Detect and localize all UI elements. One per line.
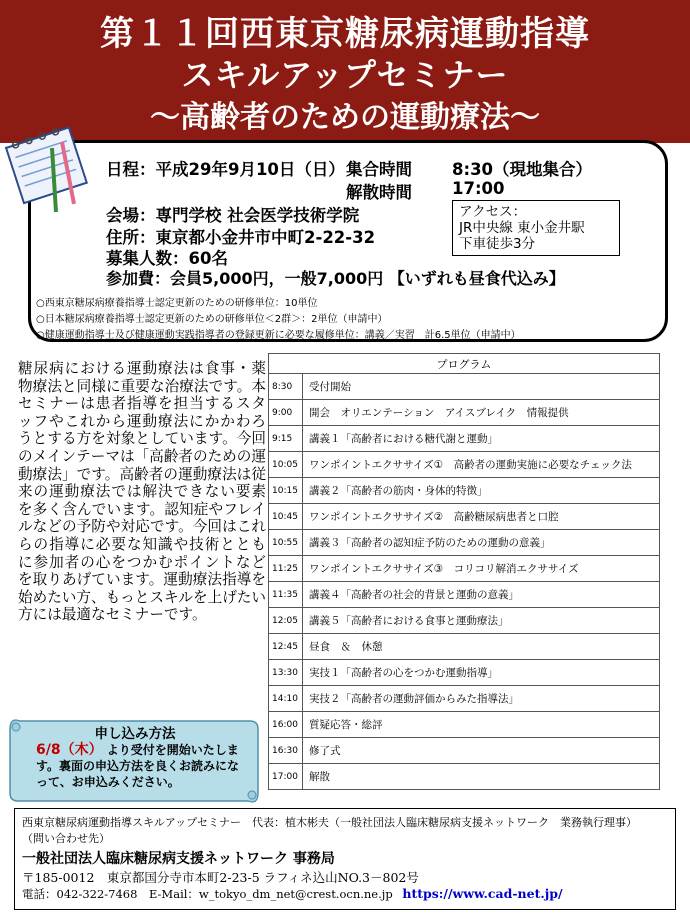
address: 住所：東京都小金井市中町2-22-32	[106, 228, 376, 247]
apply-text-block	[36, 742, 248, 790]
program-time: 10:05	[269, 452, 303, 478]
program-event: 講義５「高齢者における食事と運動療法」	[303, 608, 660, 634]
dismissal-time-label: 解散時間	[346, 183, 412, 202]
program-time: 14:10	[269, 686, 303, 712]
program-event: ワンポイントエクササイズ③ コリコリ解消エクササイズ	[303, 556, 660, 582]
program-row	[269, 608, 660, 634]
program-event: 昼食 ＆ 休憩	[303, 634, 660, 660]
program-event: 受付開始	[303, 374, 660, 400]
title-line-1: 第１１回西東京糖尿病運動指導	[100, 14, 590, 54]
title-line-3: ～高齢者のための運動療法～	[150, 100, 540, 135]
program-event: 講義４「高齢者の社会的背景と運動の意義」	[303, 582, 660, 608]
program-event: 修了式	[303, 738, 660, 764]
meeting-time-label: 集合時間	[346, 160, 412, 179]
program-event: 講義１「高齢者における糖代謝と運動」	[303, 426, 660, 452]
program-time: 10:55	[269, 530, 303, 556]
event-date: 日程：平成29年9月10日（日）	[106, 160, 345, 179]
credit-line: ○健康運動指導士及び健康運動実践指導者の登録更新に必要な履修単位：講義／実習 計6.5単位（申請中）	[36, 330, 521, 341]
access-box	[452, 200, 620, 256]
program-event: 実技１「高齢者の心をつかむ運動指導」	[303, 660, 660, 686]
program-time: 11:35	[269, 582, 303, 608]
footer-phone-email: 電話：042-322-7468 E-Mail：w_tokyo_dm_net@crest.ocn.ne.jp	[22, 887, 393, 901]
title-line-2: スキルアップセミナー	[181, 56, 509, 94]
program-event: 解散	[303, 764, 660, 790]
program-row	[269, 530, 660, 556]
program-event: 実技２「高齢者の運動評価からみた指導法」	[303, 686, 660, 712]
footer-representative: 西東京糖尿病運動指導スキルアップセミナー 代表：植木彬夫（一般社団法人臨床糖尿病支援ネットワーク 業務執行理事）	[22, 816, 638, 829]
program-row	[269, 426, 660, 452]
credit-line: ○西東京糖尿病療養指導士認定更新のための研修単位：10単位	[36, 298, 318, 309]
program-time: 11:25	[269, 556, 303, 582]
program-row	[269, 374, 660, 400]
footer-inquiry-label: （問い合わせ先）	[22, 832, 110, 845]
program-time: 12:45	[269, 634, 303, 660]
program-event: 開会 オリエンテーション アイスブレイク 情報提供	[303, 400, 660, 426]
program-row	[269, 504, 660, 530]
footer-contact	[22, 886, 563, 902]
access-line-2: 下車徒歩3分	[459, 236, 536, 252]
dismissal-time-value: 17:00	[452, 179, 505, 198]
program-event: ワンポイントエクササイズ① 高齢者の運動実施に必要なチェック法	[303, 452, 660, 478]
program-time: 17:00	[269, 764, 303, 790]
program-time: 16:00	[269, 712, 303, 738]
program-time: 10:45	[269, 504, 303, 530]
program-event: 講義２「高齢者の筋肉・身体的特徴」	[303, 478, 660, 504]
description-text: 糖尿病における運動療法は食事・薬物療法と同様に重要な治療法です。本セミナーは患者指導を担当するスタッフやこれから運動療法にかかわろうとする方を対象としています。今回のメインテーマは「高齢者のための運動療法」です。高齢者の運動療法は従来の運動療法では解決できない要素を多く含んでいます。認知症やフレイルなどの予防や対応です。今回はこれらの指導に必要な知識や技術とともに参加者の心をつかむポイントなどを取りあげています。運動療法指導を始めたい方、もっとスキルを上げたい方には最適なセミナーです。	[18, 360, 266, 624]
meeting-time-value: 8:30（現地集合）	[452, 160, 593, 179]
apply-title: 申し込み方法	[94, 726, 176, 742]
program-row	[269, 400, 660, 426]
participation-fee: 参加費：会員5,000円，一般7,000円 【いずれも昼食代込み】	[106, 269, 565, 288]
access-line-1: JR中央線 東小金井駅	[459, 220, 585, 236]
program-time: 9:00	[269, 400, 303, 426]
program-row	[269, 712, 660, 738]
apply-start-date: 6/8（木）	[36, 742, 103, 758]
program-event: 講義３「高齢者の認知症予防のための運動の意義」	[303, 530, 660, 556]
footer-address: 〒185-0012 東京都国分寺市本町2-23-5 ラフィネ込山NO.3－802号	[22, 870, 419, 885]
credit-line: ○日本糖尿病療養指導士認定更新のための研修単位＜2群＞：2単位（申請中）	[36, 314, 388, 325]
venue: 会場：専門学校 社会医学技術学院	[106, 206, 360, 225]
program-row	[269, 582, 660, 608]
apply-instructions: より受付を開始いたします。裏面の申込方法を良くお読みになって、お申込みください。	[36, 743, 240, 789]
program-row	[269, 660, 660, 686]
program-row	[269, 556, 660, 582]
program-row	[269, 452, 660, 478]
program-time: 10:15	[269, 478, 303, 504]
program-row	[269, 686, 660, 712]
program-time: 9:15	[269, 426, 303, 452]
program-event: ワンポイントエクササイズ② 高齢糖尿病患者と口腔	[303, 504, 660, 530]
program-row	[269, 738, 660, 764]
program-event: 質疑応答・総評	[303, 712, 660, 738]
footer-organization: 一般社団法人臨床糖尿病支援ネットワーク 事務局	[22, 851, 335, 867]
program-table	[268, 353, 660, 790]
program-time: 16:30	[269, 738, 303, 764]
program-row	[269, 478, 660, 504]
capacity: 募集人数：60名	[106, 249, 228, 268]
program-time: 12:05	[269, 608, 303, 634]
notepad-icon	[0, 112, 108, 220]
program-header: プログラム	[269, 354, 660, 374]
website-link[interactable]: https://www.cad-net.jp/	[402, 886, 563, 901]
program-row	[269, 764, 660, 790]
program-time: 8:30	[269, 374, 303, 400]
program-row	[269, 634, 660, 660]
access-title: アクセス：	[459, 204, 527, 220]
program-time: 13:30	[269, 660, 303, 686]
